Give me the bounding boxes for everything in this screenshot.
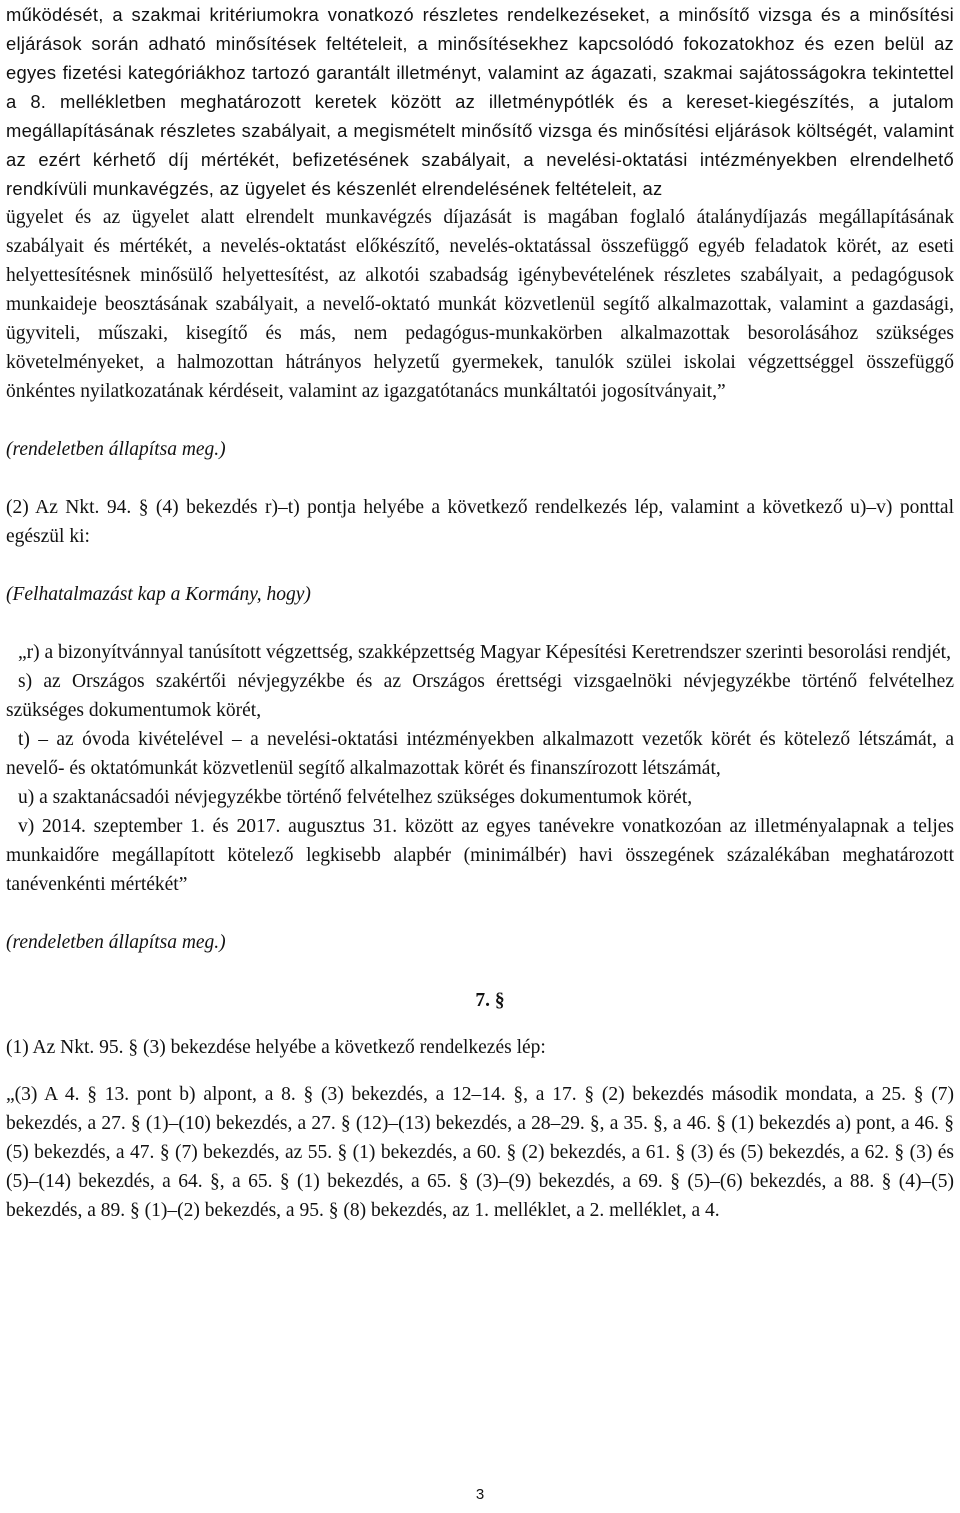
final-paragraph: „(3) A 4. § 13. pont b) alpont, a 8. § (3) bekezdés, a 12–14. §, a 17. § (2) bekezdés második mondata, a 25. § (7) bekezdés, a 27. § (1)–(10) bekezdés, a 27. § (12)–(13) bekezdés, a 28–29. §, a 35. §, a 46. § (1) bekezdés a) pont, a 46. § (5) bekezdés, a 47. § (7) bekezdés, az 55. § (1) bekezdés, a 60. § (2) bekezdés, a 61. § (3) és (5) bekezdés, a 62. § (3) és (5)–(14) bekezdés, a 64. §, a 65. § (1) bekezdés, a 65. § (3)–(9) bekezdés, a 69. § (5)–(6) bekezdés, a 88. § (4)–(5) bekezdés, a 89. § (1)–(2) bekezdés, a 95. § (8) bekezdés, az 1. melléklet, a 2. melléklet, a 4. [6,1084,954,1221]
list-item-v: v) 2014. szeptember 1. és 2017. augusztus 31. között az egyes tanévekre vonatkozóan az illetményalapnak a teljes munkaidőre megállapított kötelező legkisebb alapbér (minimálbér) havi összegének százalékában meghatározott tanévenkénti mértékét” [6,816,954,895]
list-item-s: s) az Országos szakértői névjegyzékbe és az Országos érettségi vizsgaelnöki névjegyzékbe történő felvételhez szükséges dokumentumok körét, [6,671,954,721]
rendeletben-note-1: (rendeletben állapítsa meg.) [6,439,226,460]
list-item-u: u) a szaktanácsadói névjegyzékbe történő felvételhez szükséges dokumentumok körét, [18,787,693,808]
spacer [6,899,954,928]
list-item-t: t) – az óvoda kivételével – a nevelési-oktatási intézményekben alkalmazott vezetők körét és kötelező létszámát, a nevelő- és oktatómunkát közvetlenül segítő alkalmazottak körét és finanszírozott létszámát, [6,729,954,779]
spacer [6,609,954,638]
paragraph-2: (2) Az Nkt. 94. § (4) bekezdés r)–t) pontja helyébe a következő rendelkezés lép, valamint a következő u)–v) ponttal egészül ki: [6,497,954,547]
page-number: 3 [475,1486,485,1503]
list-item-r: „r) a bizonyítvánnyal tanúsított végzettség, szakképzettség Magyar Képesítési Keretrendszer szerinti besorolási rendjét, [18,642,951,663]
paragraph-3: (1) Az Nkt. 95. § (3) bekezdése helyébe a következő rendelkezés lép: [6,1037,546,1058]
spacer [6,1062,954,1080]
spacer [6,957,954,986]
spacer [6,1015,954,1033]
section-heading: 7. § [475,990,505,1011]
spacer [6,464,954,493]
spacer [6,551,954,580]
rendeletben-note-2: (rendeletben állapítsa meg.) [6,932,226,953]
intro-paragraph-part1: működését, a szakmai kritériumokra vonatkozó részletes rendelkezéseket, a minősítő vizsga és a minősítési eljárások során adható minősítések feltételeit, a minősítésekhez kapcsolódó fokozatokhoz és ezen belül az egyes fizetési kategóriákhoz tartozó garantált illetményt, valamint az ágazati, szakmai sajátosságokra tekintettel a 8. mellékletben meghatározott keretek között az illetménypótlék és a kereset-kiegészítés, a jutalom megállapításának részletes szabályait, a megismételt minősítő vizsga és minősítési eljárások költségét, valamint az ezért kérhető díj mértékét, befizetésének szabályait, a nevelési-oktatási intézményekben elrendelhető rendkívüli munkavégzés, az ügyelet és készenlét elrendelésének feltételeit, az [6,4,954,199]
spacer [6,406,954,435]
felhatalmazas-note: (Felhatalmazást kap a Kormány, hogy) [6,584,311,605]
intro-paragraph-part2: ügyelet és az ügyelet alatt elrendelt munkavégzés díjazását is magában foglaló átalánydíjazás megállapításának szabályait és mértékét, a nevelés-oktatást előkészítő, nevelés-oktatással összefüggő egyéb feladatok körét, az eseti helyettesítésnek minősülő helyettesítést, az alkotói szabadság igénybevételének részletes szabályait, a pedagógusok munkaideje beosztásának szabályait, a nevelő-oktató munkát közvetlenül segítő alkalmazottak, valamint a gazdasági, ügyviteli, műszaki, kisegítő és más, nem pedagógus-munkakörben alkalmazottak besorolásához szükséges követelményeket, a halmozottan hátrányos helyzetű gyermekek, tanulók szülei iskolai végzettséggel összefüggő önkéntes nyilatkozatának kérdéseit, valamint az igazgatótanács munkáltatói jogosítványait,” [6,207,954,402]
